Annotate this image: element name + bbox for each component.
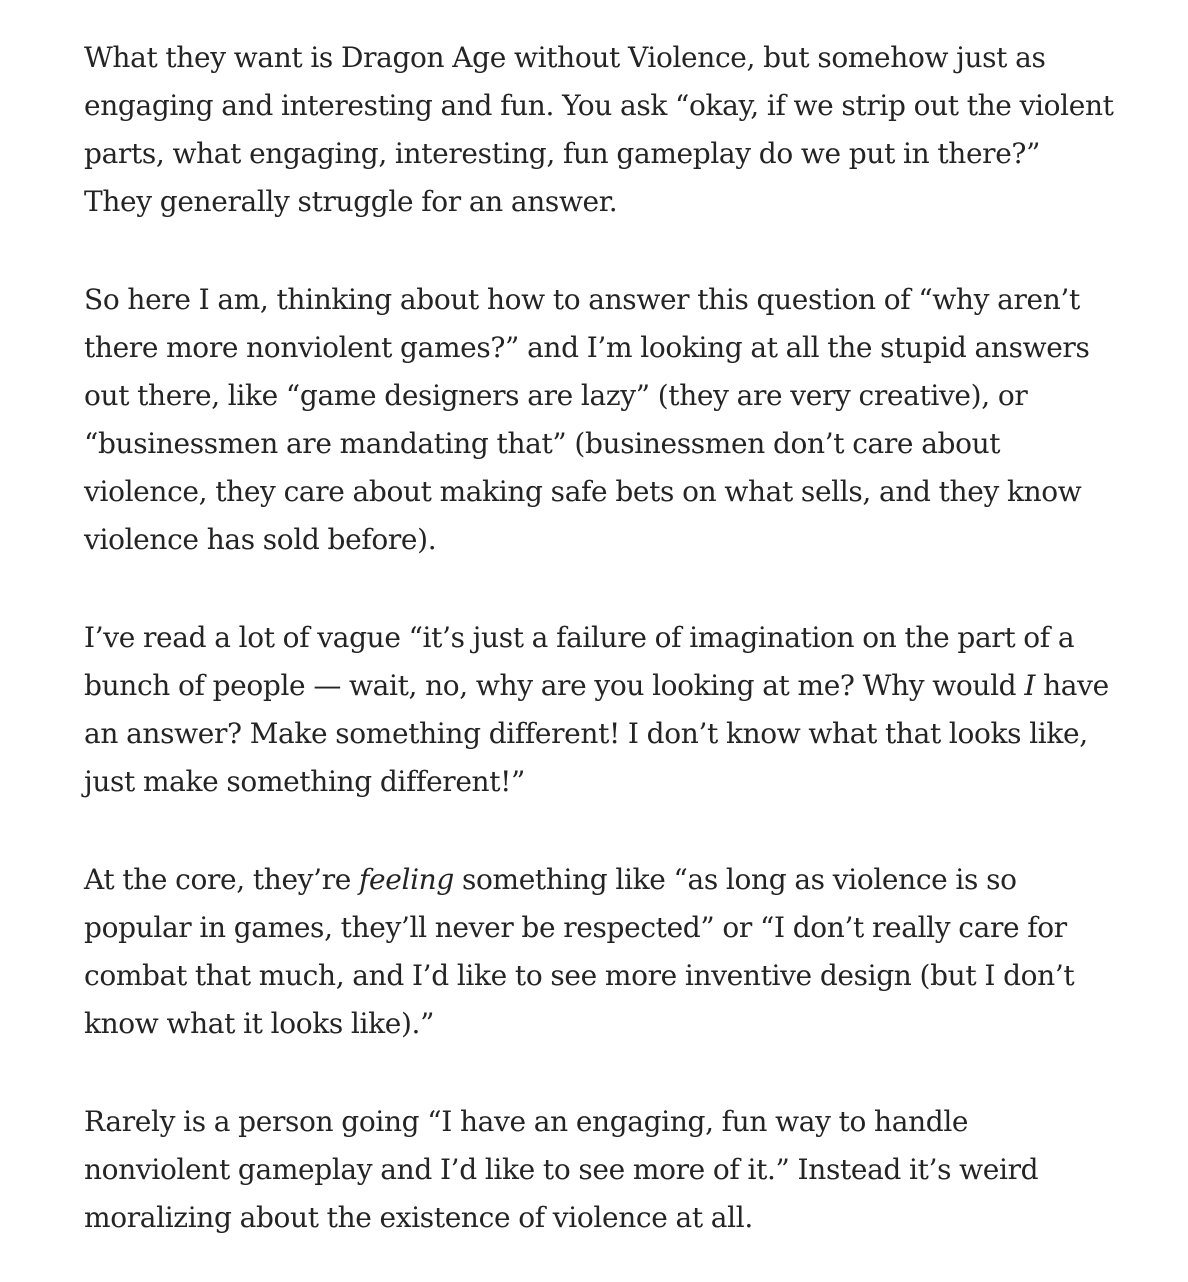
paragraph-3 bbox=[84, 614, 1114, 806]
paragraph-1 bbox=[84, 34, 1114, 226]
paragraph-text: So here I am, thinking about how to answer this question of “why aren’t there more nonviolent games?” and I’m looking at all the stupid answers out there, like “game designers are lazy” (they are very creative), or “businessmen are mandating that” (businessmen don’t care about violence, they care about making safe bets on what sells, and they know violence has sold before). bbox=[84, 283, 1090, 556]
paragraph-text: I’ve read a lot of vague “it’s just a failure of imagination on the part of a bunch of people — wait, no, why are you looking at me? Why would bbox=[84, 621, 1075, 702]
paragraph-text: What they want is Dragon Age without Violence, but somehow just as engaging and interesting and fun. You ask “okay, if we strip out the violent parts, what engaging, interesting, fun gameplay do we put in there?” They generally struggle for an answer. bbox=[84, 41, 1114, 218]
paragraph-4 bbox=[84, 856, 1114, 1048]
paragraph-text: have an answer? Make something different! I don’t know what that looks like, just make something different!” bbox=[84, 669, 1109, 798]
paragraph-text: At the core, they’re bbox=[84, 863, 360, 896]
paragraph-2 bbox=[84, 276, 1114, 564]
paragraph-5 bbox=[84, 1098, 1114, 1242]
paragraph-text: something like “as long as violence is so popular in games, they’ll never be respected” or “I don’t really care for combat that much, and I’d like to see more inventive design (but I don’t know what it looks like).” bbox=[84, 863, 1075, 1040]
paragraph-text: Rarely is a person going “I have an engaging, fun way to handle nonviolent gameplay and I’d like to see more of it.” Instead it’s weird moralizing about the existence of violence at all. bbox=[84, 1105, 1039, 1234]
article-body bbox=[84, 34, 1114, 1242]
emphasis-text: I bbox=[1024, 669, 1036, 702]
emphasis-text: feeling bbox=[359, 863, 454, 896]
